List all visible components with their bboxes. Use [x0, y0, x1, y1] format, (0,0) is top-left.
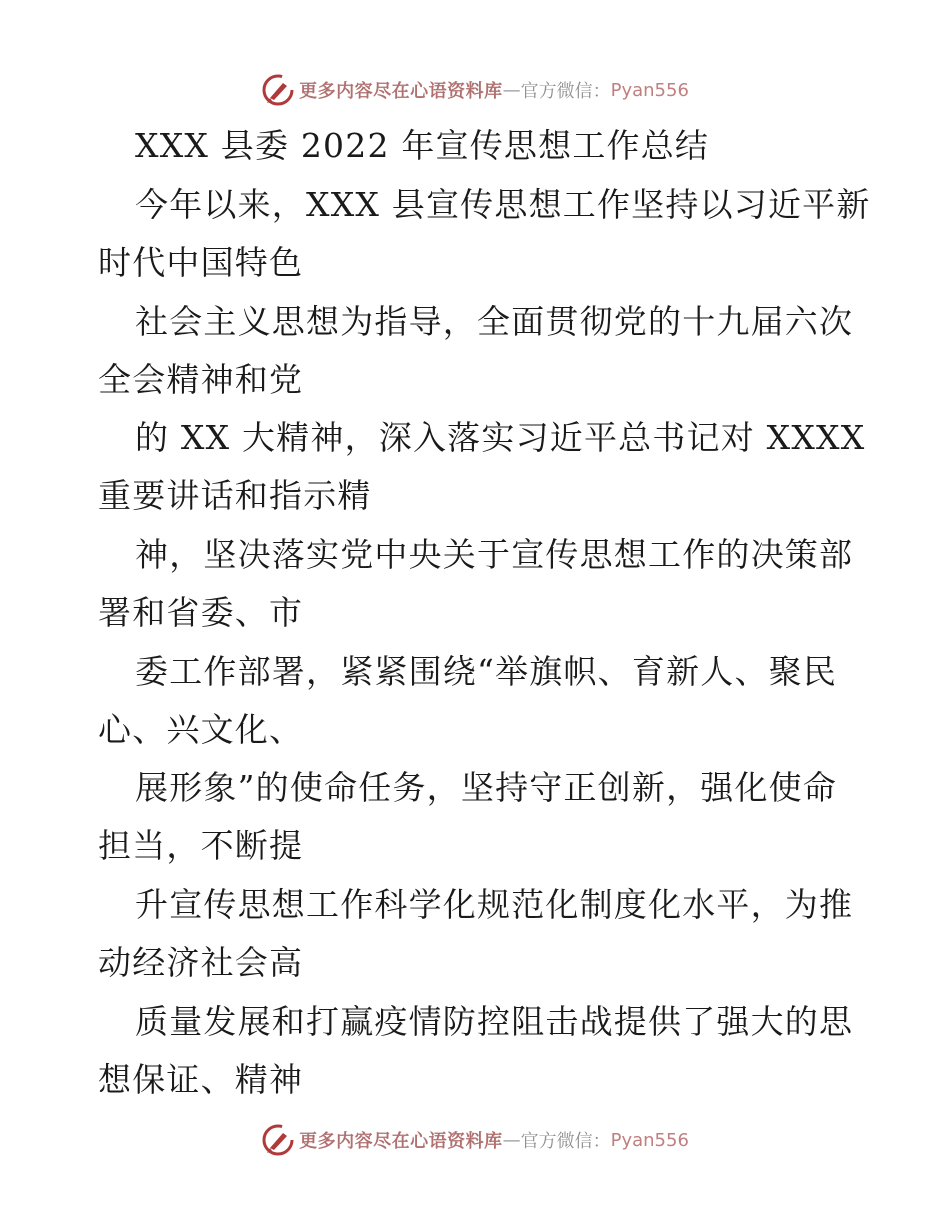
watermark-brand: 更多内容尽在心语资料库 — [299, 1131, 503, 1152]
watermark-account: Pyan556 — [610, 1129, 689, 1151]
text-line: 展形象”的使命任务，坚持守正创新，强化使命 — [135, 768, 838, 807]
document-title: XXX 县委 2022 年宣传思想工作总结 — [135, 126, 710, 165]
text-line: 想保证、精神 — [98, 1060, 304, 1099]
watermark-label: 官方微信： — [520, 1131, 611, 1152]
text-line: 升宣传思想工作科学化规范化制度化水平，为推 — [135, 885, 854, 924]
text-line: 时代中国特色 — [98, 243, 304, 282]
text-line: 心、兴文化、 — [98, 710, 304, 749]
text-line: 署和省委、市 — [98, 593, 304, 632]
text-line: 动经济社会高 — [98, 943, 304, 982]
text-line: 今年以来，XXX 县宣传思想工作坚持以习近平新 — [135, 185, 871, 224]
text-line: 重要讲话和指示精 — [98, 476, 372, 515]
text-line: 的 XX 大精神，深入落实习近平总书记对 XXXX — [135, 418, 866, 457]
footer-watermark — [0, 1122, 950, 1158]
watermark-separator: — — [502, 1129, 521, 1151]
text-line: 委工作部署，紧紧围绕“举旗帜、育新人、聚民 — [135, 652, 838, 691]
text-line: 神，坚决落实党中央关于宣传思想工作的决策部 — [135, 535, 854, 574]
text-line: 全会精神和党 — [98, 360, 304, 399]
quill-pen-circle-icon — [261, 1123, 295, 1157]
text-line: 担当，不断提 — [98, 826, 304, 865]
watermark-brand: 更多内容尽在心语资料库 — [299, 81, 503, 102]
watermark-label: 官方微信： — [520, 81, 611, 102]
text-line: 质量发展和打赢疫情防控阻击战提供了强大的思 — [135, 1002, 854, 1041]
text-line: 社会主义思想为指导，全面贯彻党的十九届六次 — [135, 302, 854, 341]
watermark-separator: — — [502, 79, 521, 101]
watermark-account: Pyan556 — [610, 79, 689, 101]
